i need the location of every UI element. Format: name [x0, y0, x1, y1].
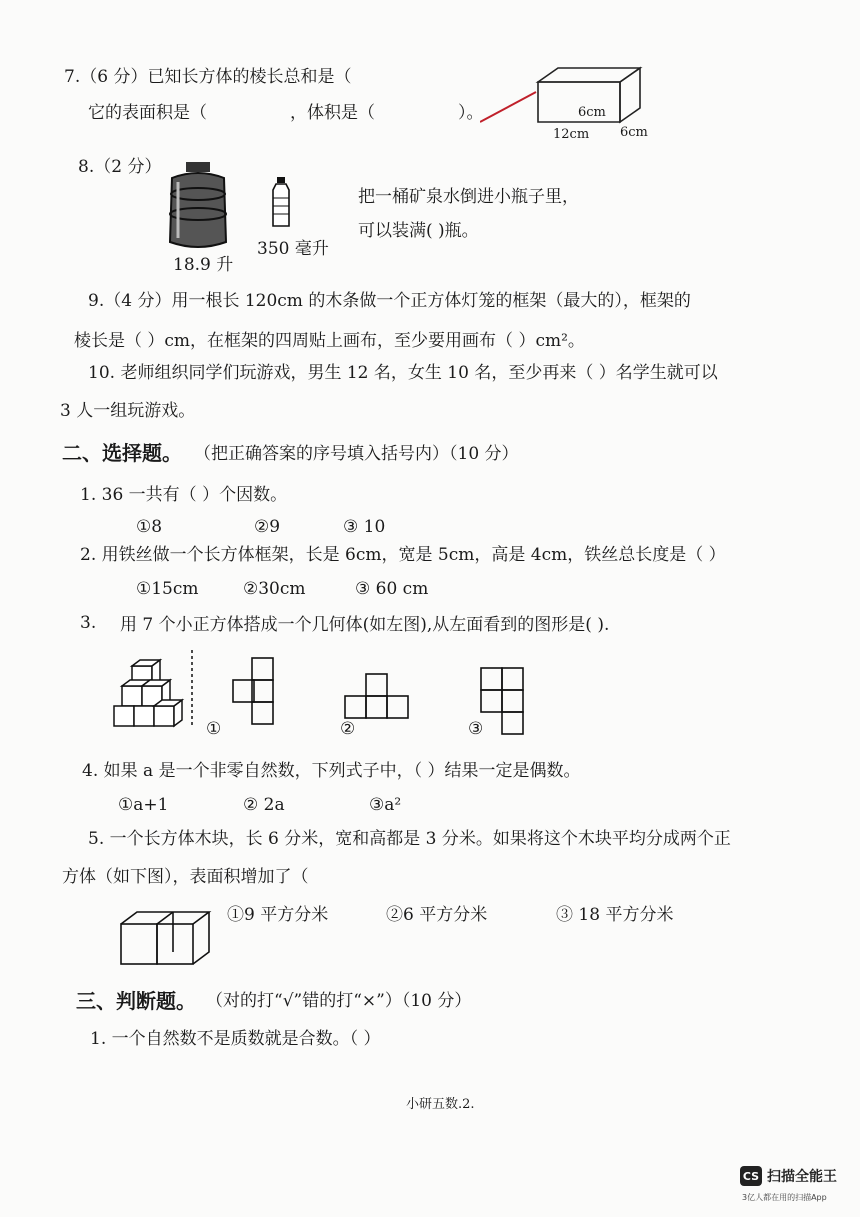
- s2-q1-option3: ③ 10: [343, 517, 386, 537]
- q9-line1: 9.（4 分）用一根长 120cm 的木条做一个正方体灯笼的框架（最大的），框架的: [88, 291, 691, 311]
- q7-width-label: 6cm: [620, 125, 648, 140]
- s2-q3-stem: 用 7 个小正方体搭成一个几何体(如左图),从左面看到的图形是( ).: [120, 615, 610, 635]
- camscanner-watermark: [740, 1166, 837, 1186]
- s3-q1: 1. 一个自然数不是质数就是合数。（ ）: [90, 1029, 381, 1049]
- s2-q5-line2: 方体（如下图），表面积增加了（: [62, 867, 309, 887]
- camscanner-logo-icon: CS: [740, 1166, 762, 1186]
- s2-q3-option3: ③: [468, 719, 484, 739]
- s2-q5-option3: ③ 18 平方分米: [556, 905, 674, 925]
- camscanner-name: 扫描全能王: [767, 1169, 837, 1185]
- camscanner-tagline: 3亿人都在用的扫描App: [742, 1193, 827, 1202]
- s2-q2-option1: ①15cm: [136, 579, 199, 599]
- s2-q2-stem: 2. 用铁丝做一个长方体框架，长是 6cm，宽是 5cm，高是 4cm，铁丝总长度是（ ）: [80, 545, 726, 565]
- s2-q5-line1: 5. 一个长方体木块，长 6 分米，宽和高都是 3 分米。如果将这个木块平均分成两个正: [88, 829, 731, 849]
- q7-line2a: 它的表面积是（: [88, 103, 207, 123]
- s2-q4-option2: ② 2a: [243, 795, 285, 815]
- q7-line2b: ，体积是（: [290, 103, 375, 123]
- q7-line1: 7.（6 分）已知长方体的棱长总和是（: [64, 67, 352, 87]
- s2-q5-option2: ②6 平方分米: [386, 905, 488, 925]
- page-footer-label: 小研五数.2.: [406, 1097, 475, 1112]
- q7-length-label: 12cm: [553, 127, 590, 142]
- section2-note: （把正确答案的序号填入括号内）（10 分）: [194, 444, 519, 464]
- q7-line2c: ）。: [458, 103, 484, 123]
- option3-shape: [480, 666, 524, 736]
- s2-q1-option1: ①8: [136, 517, 163, 537]
- q10-line1: 10. 老师组织同学们玩游戏，男生 12 名，女生 10 名，至少再来（ ）名学生就可以: [88, 363, 718, 383]
- s2-q2-option2: ②30cm: [243, 579, 306, 599]
- split-cuboid-figure: [118, 910, 216, 966]
- section3-title: 三、判断题。: [76, 989, 196, 1013]
- s2-q4-option1: ①a+1: [118, 795, 169, 815]
- s2-q3-number: 3.: [80, 613, 97, 633]
- s2-q4-option3: ③a²: [369, 795, 402, 815]
- cube-stack-figure: [110, 650, 200, 730]
- s2-q3-option2: ②: [340, 719, 356, 739]
- s2-q1-stem: 1. 36 一共有（ ）个因数。: [80, 485, 288, 505]
- q8-line2: 可以装满( )瓶。: [358, 221, 479, 241]
- q8-label: 8.（2 分）: [78, 157, 162, 177]
- option1-shape: [232, 656, 276, 726]
- q8-line1: 把一桶矿泉水倒进小瓶子里，: [358, 187, 579, 207]
- section2-title: 二、选择题。: [62, 441, 182, 465]
- s2-q1-option2: ②9: [254, 517, 281, 537]
- s2-q3-option1: ①: [206, 719, 222, 739]
- section3-note: （对的打“√”错的打“×”）（10 分）: [206, 991, 472, 1011]
- q8-bottle-volume: 350 毫升: [257, 239, 329, 259]
- water-bottle-icon: [270, 176, 292, 228]
- q7-height-label: 6cm: [578, 105, 606, 120]
- option2-shape: [344, 672, 410, 720]
- s2-q4-stem: 4. 如果 a 是一个非零自然数，下列式子中，（ ）结果一定是偶数。: [82, 761, 581, 781]
- s2-q2-option3: ③ 60 cm: [355, 579, 429, 599]
- q9-line2: 棱长是（ ）cm，在框架的四周贴上画布，至少要用画布（ ）cm²。: [74, 331, 585, 351]
- s2-q5-option1: ①9 平方分米: [227, 905, 329, 925]
- water-bucket-icon: [164, 160, 234, 252]
- q10-line2: 3 人一组玩游戏。: [60, 401, 196, 421]
- q8-bucket-volume: 18.9 升: [173, 255, 234, 275]
